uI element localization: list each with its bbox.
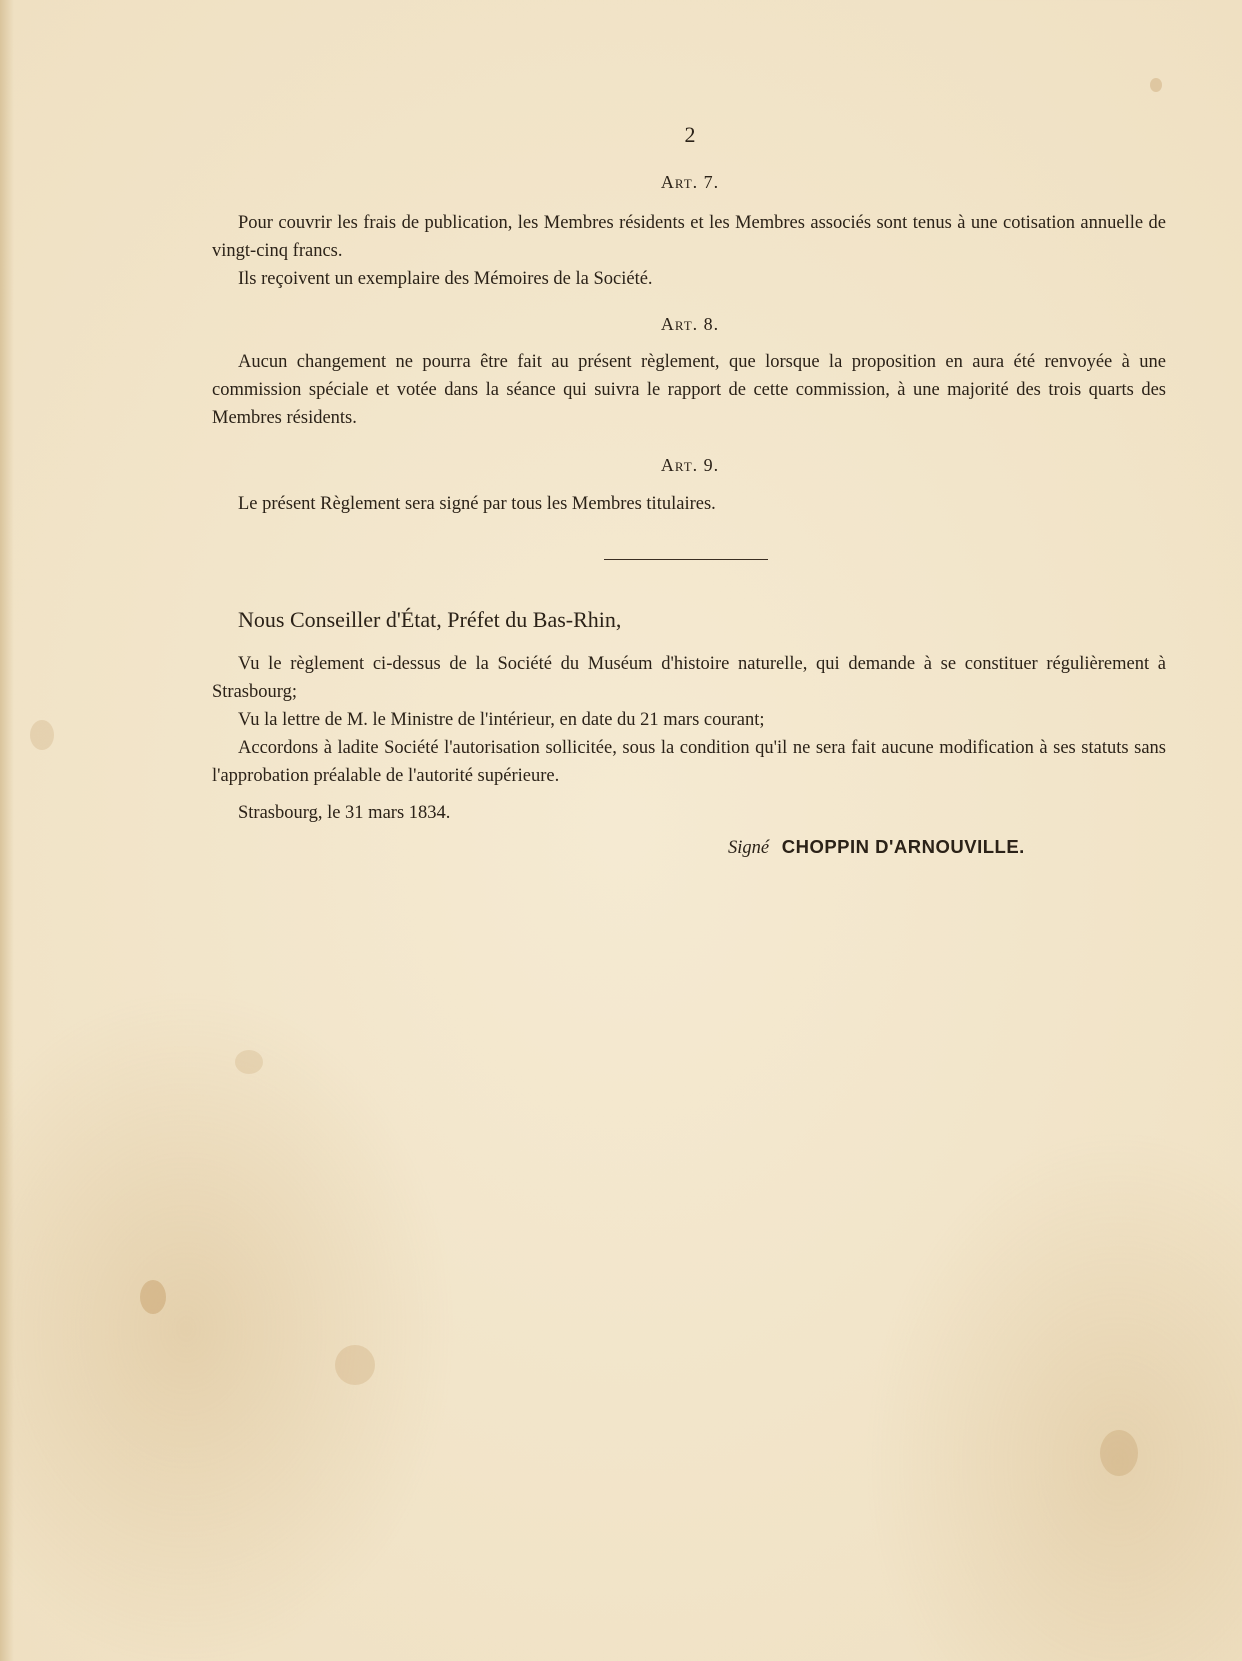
signed-word: Signé: [728, 838, 770, 858]
article-heading: Art. 8.: [660, 314, 720, 334]
article-paragraph: Pour couvrir les frais de publication, les Membres résidents et les Membres associés sont tenus à une cotisation annuelle de vingt-cinq francs.: [212, 213, 1166, 261]
article-heading: Art. 9.: [660, 455, 720, 475]
foxing-stain: [235, 1050, 263, 1074]
foxing-stain: [1100, 1430, 1138, 1476]
decree-paragraph: Vu le règlement ci-dessus de la Société du Muséum d'histoire naturelle, qui demande à se constituer régulièrement à Strasbourg;: [212, 654, 1166, 702]
foxing-stain: [140, 1280, 166, 1314]
decree-paragraph: Accordons à ladite Société l'autorisation sollicitée, sous la condition qu'il ne sera fait aucune modification à ses statuts sans l'approbation préalable de l'autorité supérieure.: [212, 738, 1166, 786]
foxing-stain: [1150, 78, 1162, 92]
article-paragraph: Ils reçoivent un exemplaire des Mémoires de la Société.: [238, 269, 653, 289]
decree-title: Nous Conseiller d'État, Préfet du Bas-Rhin,: [238, 607, 622, 632]
signer-name: CHOPPIN D'ARNOUVILLE.: [781, 836, 1025, 857]
article-heading: Art. 7.: [660, 172, 720, 192]
place-and-date: Strasbourg, le 31 mars 1834.: [238, 803, 451, 823]
signature-line: [728, 836, 1025, 859]
foxing-stain: [30, 720, 54, 750]
page-number: 2: [684, 122, 696, 147]
foxing-stain: [335, 1345, 375, 1385]
article-paragraph: Aucun changement ne pourra être fait au présent règlement, que lorsque la proposition en aura été renvoyée à une commission spéciale et votée dans la séance qui suivra le rapport de cette commission, à une majorité des trois quarts des Membres résidents.: [212, 352, 1166, 428]
page-edge-shading: [0, 0, 14, 1661]
article-paragraph: Le présent Règlement sera signé par tous les Membres titulaires.: [238, 494, 716, 514]
decree-paragraph: Vu la lettre de M. le Ministre de l'intérieur, en date du 21 mars courant;: [238, 710, 765, 730]
section-divider: [604, 559, 768, 560]
